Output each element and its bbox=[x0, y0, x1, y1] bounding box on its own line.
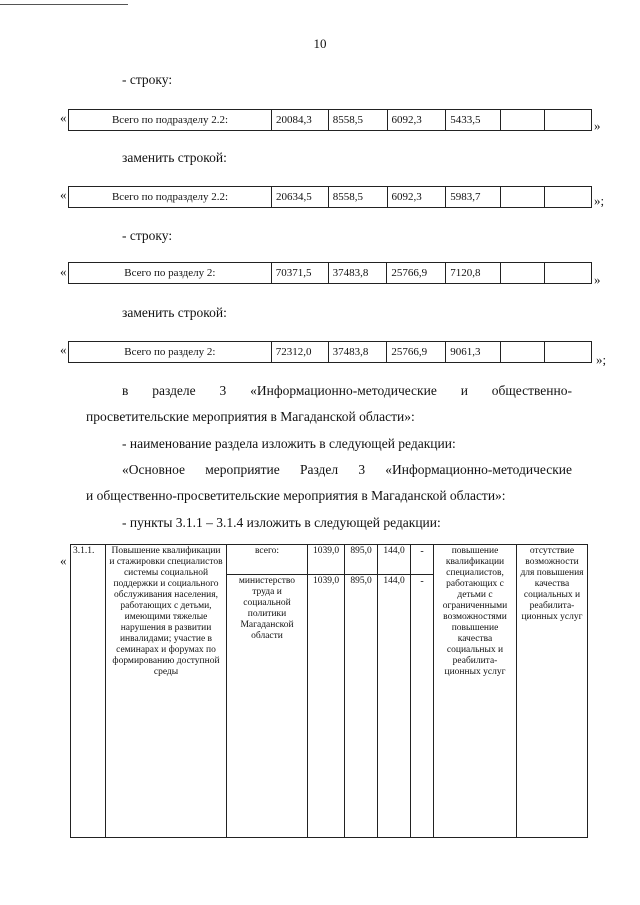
row-value: 37483,8 bbox=[328, 263, 387, 284]
word: «Информационно-методические bbox=[385, 462, 572, 477]
row-empty-cell bbox=[500, 342, 545, 363]
close-quote-3: » bbox=[594, 272, 601, 287]
row-value: 8558,5 bbox=[328, 187, 387, 208]
row-value: 72312,0 bbox=[271, 342, 328, 363]
row-empty-cell bbox=[501, 187, 545, 208]
total-label: всего: bbox=[227, 545, 308, 575]
row-empty-cell bbox=[500, 263, 545, 284]
section-paragraph-line-1 bbox=[122, 383, 572, 399]
word: мероприятие bbox=[205, 462, 280, 477]
replace-text-2: заменить строкой: bbox=[122, 305, 227, 320]
row-label: Всего по разделу 2: bbox=[69, 342, 272, 363]
item-table bbox=[70, 544, 588, 838]
replaced-row-2 bbox=[68, 262, 592, 284]
close-quote-4: »; bbox=[596, 352, 607, 367]
new-row-1 bbox=[68, 186, 592, 208]
row-value: 7120,8 bbox=[446, 263, 501, 284]
row-value: 6092,3 bbox=[387, 187, 446, 208]
open-quote-5: « bbox=[60, 553, 67, 568]
intro-text-2: - строку: bbox=[122, 228, 173, 243]
row-value: 25766,9 bbox=[387, 342, 446, 363]
risk-description: отсутствие возможности для повышения качества социальных и реабилита-ционных услуг bbox=[517, 545, 588, 838]
replace-text-1: заменить строкой: bbox=[122, 150, 227, 165]
row-empty-cell bbox=[545, 110, 592, 131]
word: Раздел bbox=[299, 462, 339, 477]
row-value: 8558,5 bbox=[328, 110, 387, 131]
executor-value: 895,0 bbox=[345, 575, 378, 838]
row-label: Всего по разделу 2: bbox=[69, 263, 272, 284]
row-empty-cell bbox=[501, 110, 545, 131]
replaced-row-1 bbox=[68, 109, 592, 131]
executor-value: 144,0 bbox=[378, 575, 411, 838]
word: 3 bbox=[219, 383, 227, 398]
row-value: 25766,9 bbox=[387, 263, 446, 284]
top-edge-line bbox=[0, 4, 128, 5]
word: 3 bbox=[358, 462, 366, 477]
word: в bbox=[122, 383, 129, 398]
open-quote-2: « bbox=[60, 187, 67, 202]
word: «Информационно-методические bbox=[250, 383, 437, 398]
executor-label: министерство труда и социальной политики Магаданской области bbox=[227, 575, 308, 838]
close-quote-1: » bbox=[594, 118, 601, 133]
item-number: 3.1.1. bbox=[71, 545, 106, 838]
open-quote-4: « bbox=[60, 342, 67, 357]
executor-value: - bbox=[411, 575, 434, 838]
total-value: - bbox=[411, 545, 434, 575]
row-value: 5433,5 bbox=[446, 110, 501, 131]
word: и bbox=[460, 383, 468, 398]
row-label: Всего по подразделу 2.2: bbox=[69, 110, 272, 131]
expected-result: повышение квалификации специалистов, работающих с детьми с ограниченными возможностями повышение качества социальных и реабилита-ционных услуг bbox=[434, 545, 517, 838]
row-value: 9061,3 bbox=[446, 342, 501, 363]
row-value: 6092,3 bbox=[387, 110, 446, 131]
row-value: 37483,8 bbox=[328, 342, 387, 363]
row-label: Всего по подразделу 2.2: bbox=[69, 187, 272, 208]
new-row-2 bbox=[68, 341, 592, 363]
row-value: 70371,5 bbox=[271, 263, 328, 284]
total-value: 144,0 bbox=[378, 545, 411, 575]
row-empty-cell bbox=[545, 187, 592, 208]
row-value: 20084,3 bbox=[271, 110, 328, 131]
total-value: 895,0 bbox=[345, 545, 378, 575]
main-event-line-2: и общественно-просветительские мероприятия в Магаданской области»: bbox=[86, 488, 506, 503]
page-number: 10 bbox=[313, 36, 327, 51]
word: общественно- bbox=[491, 383, 572, 398]
open-quote-1: « bbox=[60, 110, 67, 125]
name-instruction: - наименование раздела изложить в следующей редакции: bbox=[122, 436, 456, 451]
intro-text-1: - строку: bbox=[122, 72, 173, 87]
open-quote-3: « bbox=[60, 264, 67, 279]
word: «Основное bbox=[122, 462, 185, 477]
row-empty-cell bbox=[545, 263, 592, 284]
close-quote-2: »; bbox=[594, 193, 605, 208]
item-name: Повышение квалификации и стажировки специалистов системы социальной поддержки и социального обслуживания населения, работающих с детьми, имеющими тяжелые нарушения в развитии инвалидами; участие в семинарах и форумах по формированию доступной среды bbox=[106, 545, 227, 838]
row-value: 5983,7 bbox=[446, 187, 501, 208]
word: разделе bbox=[152, 383, 196, 398]
row-empty-cell bbox=[545, 342, 592, 363]
row-value: 20634,5 bbox=[271, 187, 328, 208]
executor-value: 1039,0 bbox=[308, 575, 345, 838]
total-value: 1039,0 bbox=[308, 545, 345, 575]
section-paragraph-line-2: просветительские мероприятия в Магаданской области»: bbox=[86, 409, 415, 424]
points-instruction: - пункты 3.1.1 – 3.1.4 изложить в следующей редакции: bbox=[122, 515, 441, 530]
main-event-line-1 bbox=[122, 462, 572, 478]
